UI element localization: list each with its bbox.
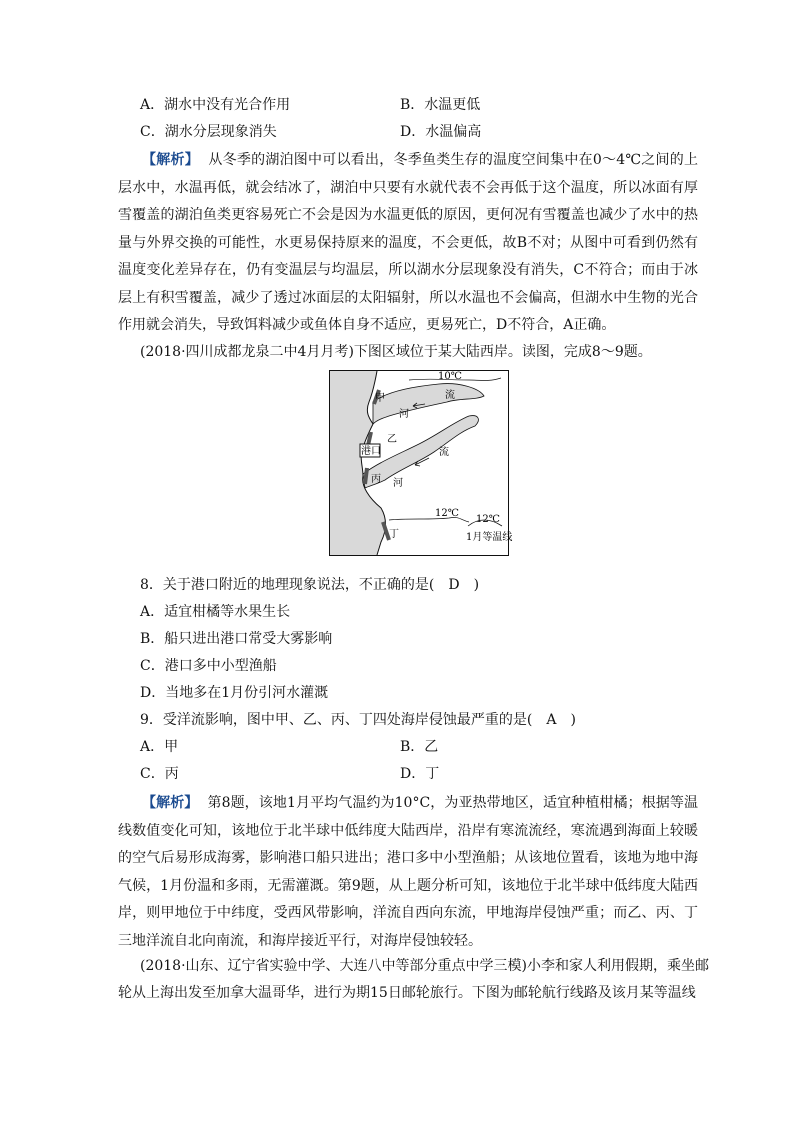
label-port: 港口 <box>361 446 381 457</box>
q7-option-b: B．水温更低 <box>400 97 481 113</box>
q9-option-a: A．甲 <box>140 739 179 755</box>
q8-option-c: C．港口多中小型渔船 <box>140 658 277 674</box>
intro2-line1: (2018·山东、辽宁省实验中学、大连八中等部分重点中学三模)小李和家人利用假期，乘坐邮 <box>140 958 710 974</box>
label-yi: 乙 <box>387 434 397 445</box>
analysis-paragraph-2 <box>118 790 698 955</box>
analysis2-tag: 【解析】 <box>142 795 199 811</box>
q8-option-a: A．适宜柑橘等水果生长 <box>140 604 291 620</box>
label-river1-a: 河 <box>399 409 409 420</box>
label-river1-b: 流 <box>445 390 455 401</box>
analysis2-text: 第8题，该地1月平均气温约为10°C，为亚热带地区，适宜种植柑橘；根据等温线数值变化可知，该地位于北半球中低纬度大陆西岸，沿岸有寒流流经，寒流遇到海面上较暖的空气后易形成海雾，影响港口船只进出；港口多中小型渔船；从该地位置看，该地为地中海气候，1月份温和多雨，无需灌溉。第9题，从上题分析可知，该地位于北半球中低纬度大陆西岸，则甲地位于中纬度，受西风带影响，洋流自西向东流，甲地海岸侵蚀严重；而乙、丙、丁三地洋流自北向南流，和海岸接近平行，对海岸侵蚀较轻。 <box>118 795 698 949</box>
label-bing: 丙 <box>371 474 381 485</box>
coast-mark-bing <box>365 468 367 484</box>
analysis-tag: 【解析】 <box>142 152 199 168</box>
isotherm-bottom-label: 12℃ <box>435 508 459 519</box>
legend-value: 12℃ <box>476 514 500 525</box>
q8-option-b: B．船只进出港口常受大雾影响 <box>140 631 333 647</box>
q9-stem: 9．受洋流影响，图中甲、乙、丙、丁四处海岸侵蚀最严重的是( A ) <box>140 712 576 728</box>
label-jia: 甲 <box>375 393 385 404</box>
analysis-paragraph-1 <box>118 147 698 340</box>
legend-label: 1月等温线 <box>466 532 513 543</box>
q9-option-c: C．丙 <box>140 766 179 782</box>
isotherm-top-label: 10℃ <box>438 371 462 382</box>
q7-option-a: A．湖水中没有光合作用 <box>140 97 291 113</box>
q8-stem: 8．关于港口附近的地理现象说法，不正确的是( D ) <box>140 577 480 593</box>
label-ding: 丁 <box>389 529 399 540</box>
q7-option-d: D．水温偏高 <box>400 124 482 140</box>
intro2-line2: 轮从上海出发至加拿大温哥华，进行为期15日邮轮旅行。下图为邮轮航行线路及该月某等温线 <box>118 985 696 1001</box>
analysis-text: 从冬季的湖泊图中可以看出，冬季鱼类生存的温度空间集中在0～4℃之间的上层水中，水温再低，就会结冰了，湖泊中只要有水就代表不会再低于这个温度，所以冰面有厚雪覆盖的湖泊鱼类更容易死亡不会是因为水温更低的原因，更何况有雪覆盖也减少了水中的热量与外界交换的可能性，水更易保持原来的温度，不会更低，故B不对；从图中可看到仍然有温度变化差异存在，仍有变温层与均温层，所以湖水分层现象没有消失，C不符合；而由于冰层上有积雪覆盖，减少了透过冰面层的太阳辐射，所以水温也不会偏高，但湖水中生物的光合作用就会消失，导致饵料减少或鱼体自身不适应，更易死亡，D不符合，A正确。 <box>118 152 699 333</box>
q9-option-b: B．乙 <box>400 739 439 755</box>
q9-option-d: D．丁 <box>400 766 440 782</box>
q7-option-c: C．湖水分层现象消失 <box>140 124 277 140</box>
label-river2-b: 流 <box>439 447 449 458</box>
map-legend <box>462 508 522 544</box>
question-intro: (2018·四川成都龙泉二中4月月考)下图区域位于某大陆西岸。读图，完成8～9题。 <box>140 344 652 360</box>
q8-option-d: D．当地多在1月份引河水灌溉 <box>140 685 329 701</box>
label-river2-a: 河 <box>393 478 403 489</box>
